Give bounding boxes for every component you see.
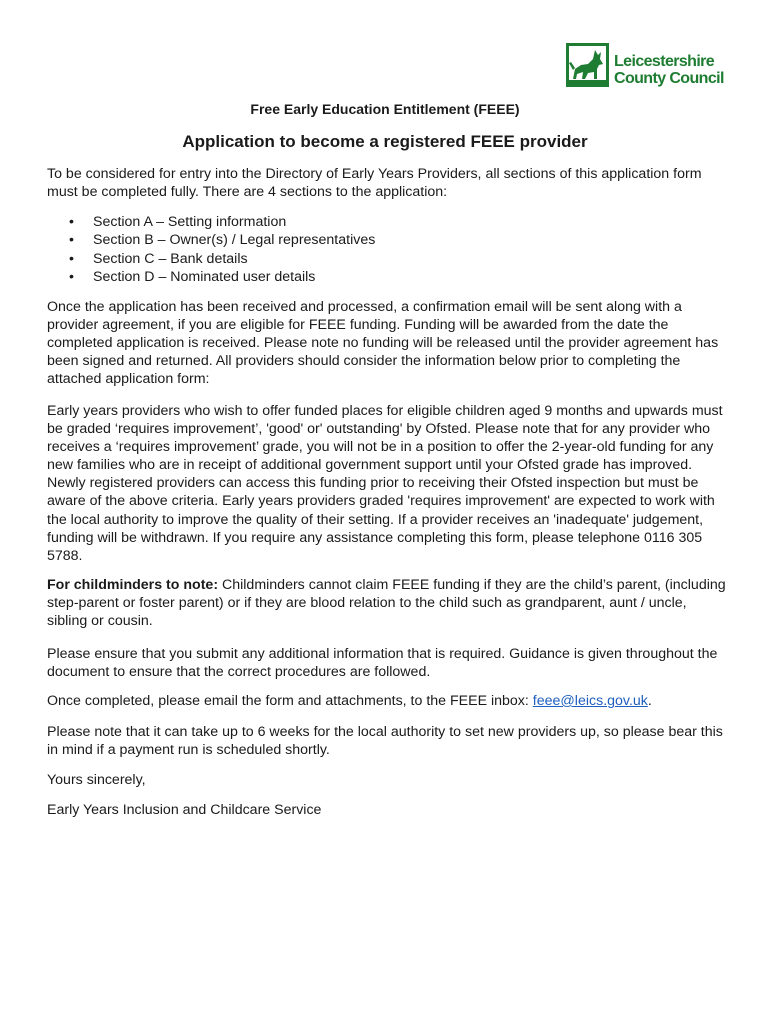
weeks-paragraph <box>47 723 727 759</box>
closing-text: Yours sincerely, <box>47 772 146 788</box>
processing-paragraph <box>47 298 727 388</box>
list-item <box>69 231 375 249</box>
section-label: Section D – Nominated user details <box>93 268 316 285</box>
email-prefix: Once completed, please email the form and attachments, to the FEEE inbox: <box>47 693 533 709</box>
closing <box>47 771 727 789</box>
feee-email-link[interactable]: feee@leics.gov.uk <box>532 693 648 709</box>
email-suffix: . <box>647 693 652 709</box>
document-subtitle: Free Early Education Entitlement (FEEE) <box>250 101 520 117</box>
email-paragraph <box>47 692 727 710</box>
info-text: Please ensure that you submit any additional information that is required. Guidance is given throughout the document to ensure that the correct procedures are followed. <box>47 646 718 681</box>
council-name <box>614 53 724 87</box>
processing-text: Once the application has been received and processed, a confirmation email will be sent along with a provider agreement, if you are eligible for FEEE funding. Funding will be awarded from the date the completed application is received. Please note no funding will be released until the provider agreement has been signed and returned. All providers should consider the information below prior to completing the attached application form: <box>47 299 719 388</box>
ofsted-paragraph <box>47 402 727 565</box>
weeks-text: Please note that it can take up to 6 weeks for the local authority to set new providers up, so please bear this in mind if a payment run is scheduled shortly. <box>47 724 723 759</box>
council-name-line1: Leicestershire <box>614 53 715 70</box>
ofsted-text: Early years providers who wish to offer funded places for eligible children aged 9 months and upwards must be graded ‘requires improvement’, 'good' or' outstanding' by Ofsted. Please note that for any provider who receives a ‘requires improvement’ grade, you will not be in a position to offer the 2-year-old funding for any new families who are in receipt of additional government support until your Ofsted grade has improved. Newly registered providers can access this funding prior to receiving their Ofsted inspection but must be aware of the above criteria. Early years providers graded 'requires improvement' are expected to work with the local authority to improve the quality of their setting. If a provider receives an 'inadequate' judgement, funding will be withdrawn. If you require any assistance completing this form, please telephone 0116 305 5788. <box>47 403 723 564</box>
childminders-lead: For childminders to note: <box>47 577 219 593</box>
bullet-icon: • <box>69 232 74 249</box>
bullet-icon: • <box>69 268 74 285</box>
sections-list <box>69 213 375 286</box>
childminders-text: Childminders cannot claim FEEE funding if they are the child’s parent, (including step-parent or foster parent) or if they are blood relation to the child such as grandparent, aunt / uncle, sibling or cousin. <box>47 577 726 630</box>
council-logo <box>566 43 726 87</box>
list-item <box>69 213 375 231</box>
info-paragraph <box>47 645 727 681</box>
section-label: Section B – Owner(s) / Legal representatives <box>93 232 376 249</box>
signature <box>47 801 727 819</box>
council-name-line2: County Council <box>614 70 724 87</box>
intro-text: To be considered for entry into the Directory of Early Years Providers, all sections of this application form must be completed fully. There are 4 sections to the application: <box>47 166 702 201</box>
bullet-icon: • <box>69 214 74 230</box>
list-item <box>69 250 375 268</box>
section-label: Section A – Setting information <box>93 214 287 230</box>
fox-emblem-icon <box>566 43 609 87</box>
signature-text: Early Years Inclusion and Childcare Service <box>47 802 322 818</box>
document-title: Application to become a registered FEEE provider <box>182 132 588 151</box>
childminders-paragraph <box>47 576 727 630</box>
section-label: Section C – Bank details <box>93 250 248 267</box>
intro-paragraph <box>47 165 727 201</box>
list-item <box>69 268 375 286</box>
bullet-icon: • <box>69 250 74 267</box>
